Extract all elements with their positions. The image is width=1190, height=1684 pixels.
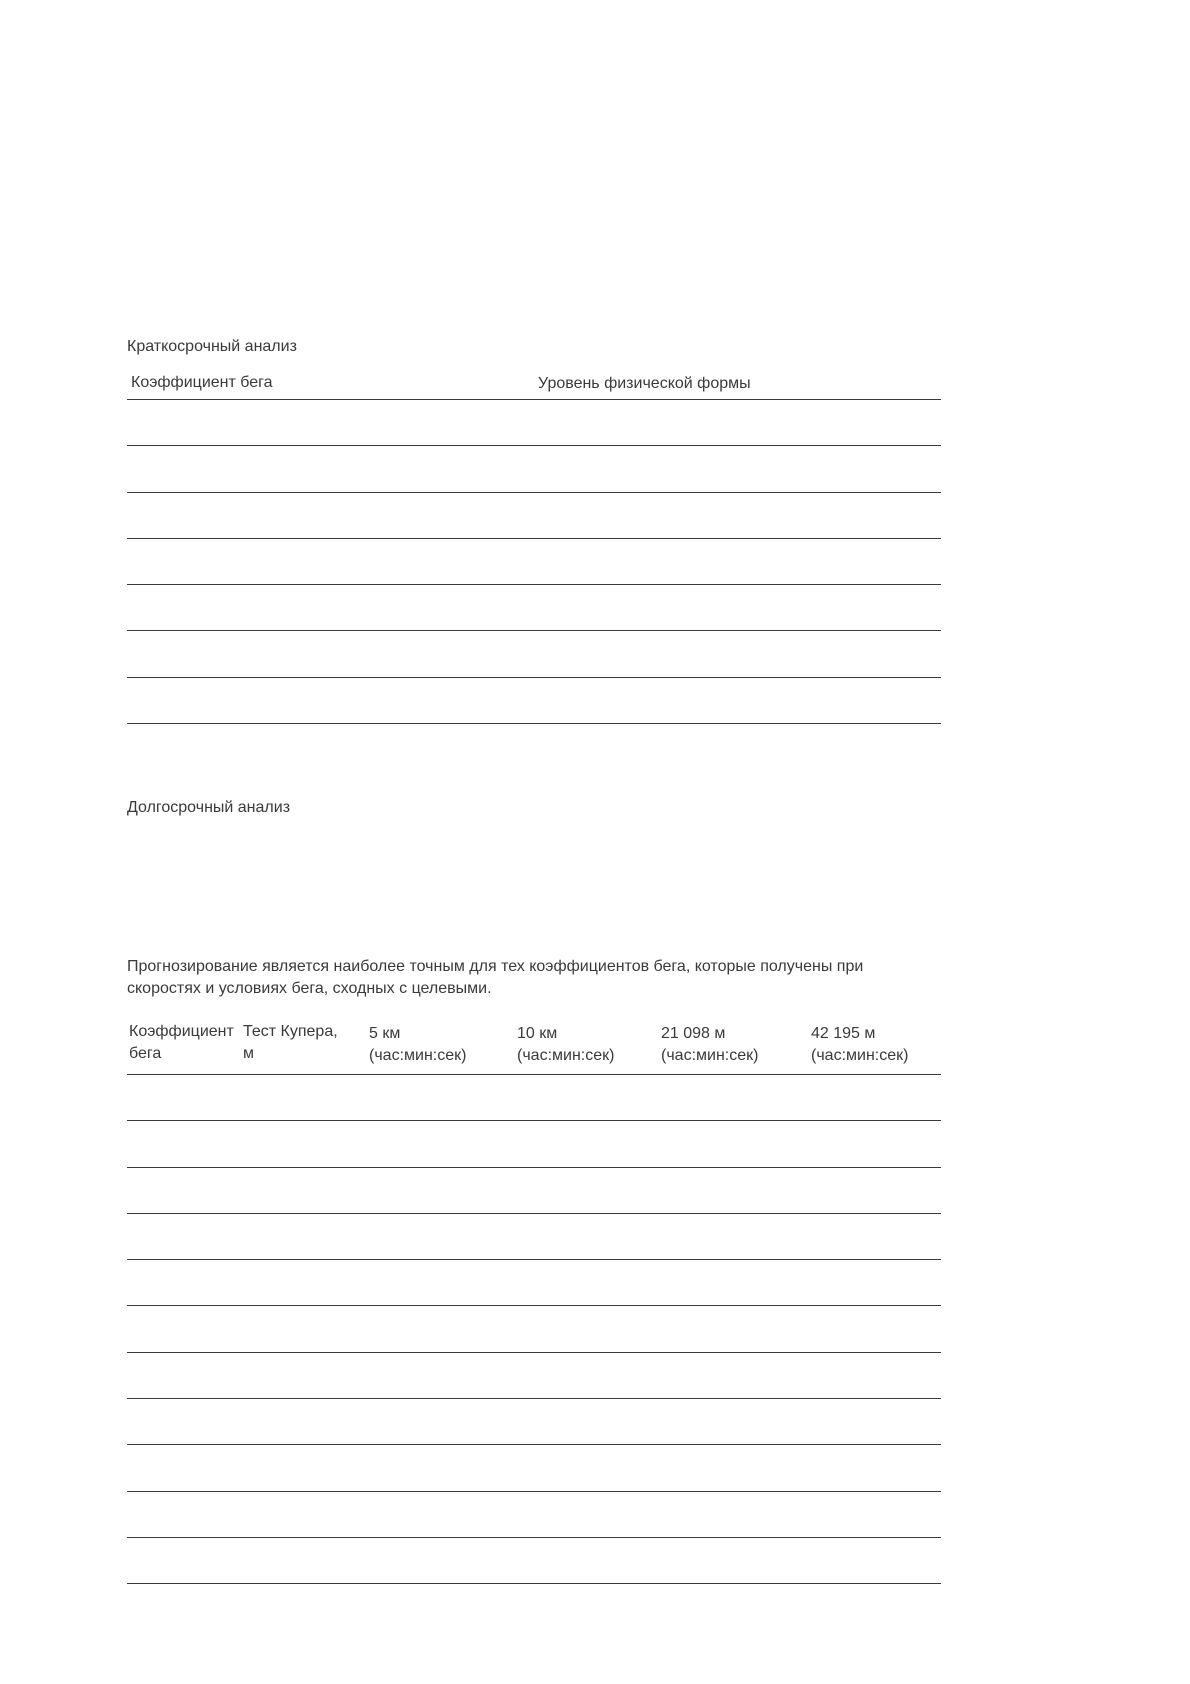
table-row bbox=[127, 1075, 941, 1121]
column-header-10km: 10 км (час:мин:сек) bbox=[517, 1025, 615, 1064]
table-row bbox=[127, 446, 941, 492]
table-row bbox=[127, 1260, 941, 1306]
table-row bbox=[127, 1121, 941, 1167]
table-row bbox=[127, 1445, 941, 1491]
short-term-table bbox=[127, 368, 941, 724]
long-term-title: Долгосрочный анализ bbox=[127, 799, 291, 816]
table-row bbox=[127, 1306, 941, 1352]
table-row bbox=[127, 1492, 941, 1538]
column-header-5km: 5 км (час:мин:сек) bbox=[369, 1025, 467, 1064]
table-row bbox=[127, 539, 941, 585]
table-row bbox=[127, 1353, 941, 1399]
table-row bbox=[127, 678, 941, 724]
column-header-fitness-level: Уровень физической формы bbox=[538, 375, 751, 392]
table-row bbox=[127, 1538, 941, 1584]
table-row bbox=[127, 493, 941, 539]
column-header-run-coefficient: Коэффициент бега bbox=[131, 374, 273, 391]
table-row bbox=[127, 1168, 941, 1214]
table-row bbox=[127, 400, 941, 446]
column-header-half-marathon: 21 098 м (час:мин:сек) bbox=[661, 1025, 759, 1064]
table-row bbox=[127, 1399, 941, 1445]
long-term-table bbox=[127, 1021, 941, 1584]
column-header-run-coefficient: Коэффициент бега bbox=[129, 1023, 234, 1062]
table-row bbox=[127, 1214, 941, 1260]
column-header-marathon: 42 195 м (час:мин:сек) bbox=[811, 1025, 909, 1064]
table-row bbox=[127, 631, 941, 677]
long-term-table-header bbox=[127, 1021, 941, 1075]
short-term-title: Краткосрочный анализ bbox=[127, 338, 297, 355]
prediction-note: Прогнозирование является наиболее точным для тех коэффициентов бега, которые получены при скоростях и условиях бега, сходных с целевыми. bbox=[127, 958, 864, 997]
table-row bbox=[127, 585, 941, 631]
column-header-cooper-test: Тест Купера, м bbox=[243, 1023, 338, 1062]
short-term-table-header bbox=[127, 368, 941, 400]
